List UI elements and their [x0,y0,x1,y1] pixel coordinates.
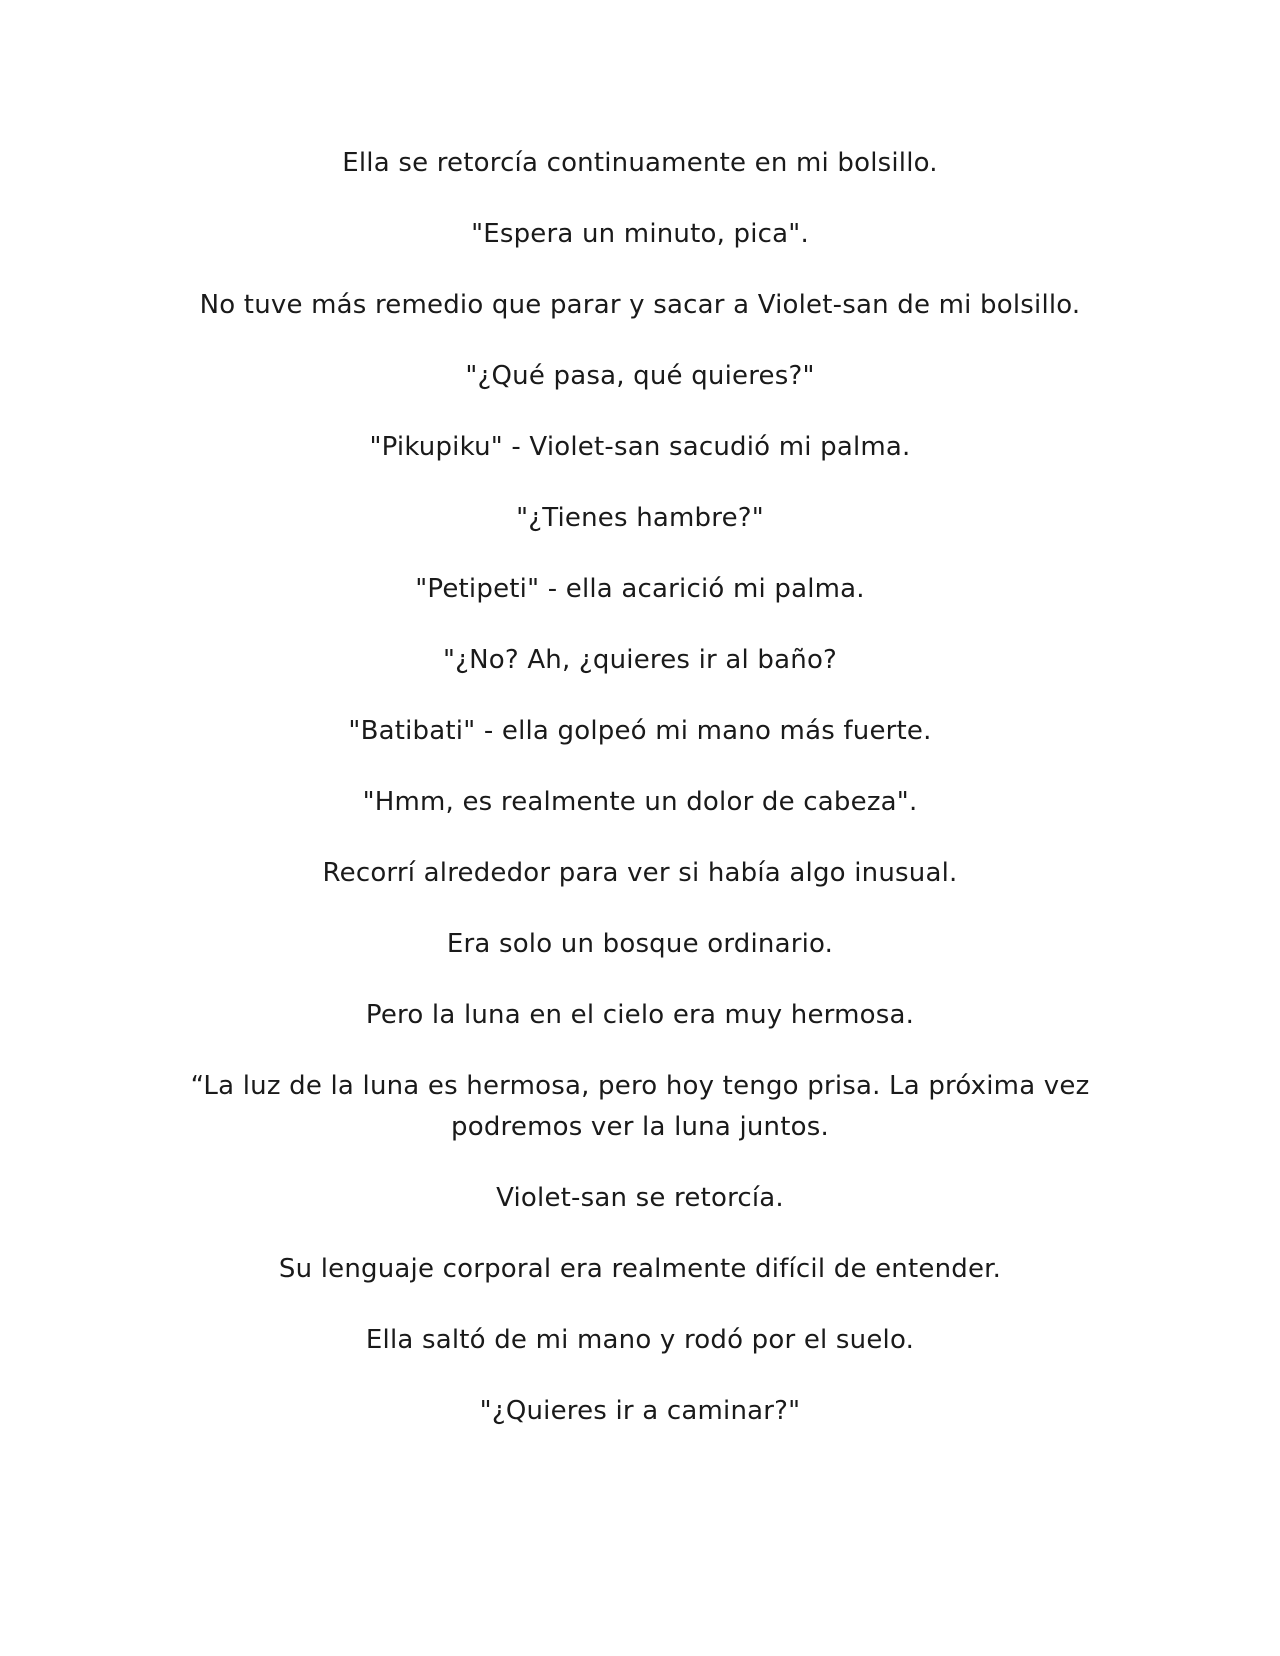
paragraph: "Pikupiku" - Violet-san sacudió mi palma. [369,432,911,462]
paragraph: Ella se retorcía continuamente en mi bolsillo. [342,148,938,178]
paragraph: Ella saltó de mi mano y rodó por el suelo. [365,1325,915,1355]
paragraph: "Hmm, es realmente un dolor de cabeza". [362,787,918,817]
paragraph: "Espera un minuto, pica". [471,219,809,249]
paragraph: Violet-san se retorcía. [496,1183,784,1213]
paragraph: "¿Quieres ir a caminar?" [479,1396,801,1426]
paragraph: Su lenguaje corporal era realmente difícil de entender. [278,1254,1002,1284]
paragraph: Pero la luna en el cielo era muy hermosa. [365,1000,915,1030]
paragraph: "¿No? Ah, ¿quieres ir al baño? [442,645,838,675]
paragraph: "¿Qué pasa, qué quieres?" [465,361,815,391]
story-text [190,143,1090,1462]
paragraph: "Batibati" - ella golpeó mi mano más fuerte. [348,716,932,746]
paragraph: Recorrí alrededor para ver si había algo inusual. [322,858,958,888]
paragraph: No tuve más remedio que parar y sacar a Violet-san de mi bolsillo. [199,290,1081,320]
paragraph: "Petipeti" - ella acarició mi palma. [415,574,865,604]
paragraph: "¿Tienes hambre?" [516,503,764,533]
paragraph: “La luz de la luna es hermosa, pero hoy tengo prisa. La próxima vez podremos ver la luna juntos. [190,1071,1090,1142]
paragraph: Era solo un bosque ordinario. [446,929,834,959]
